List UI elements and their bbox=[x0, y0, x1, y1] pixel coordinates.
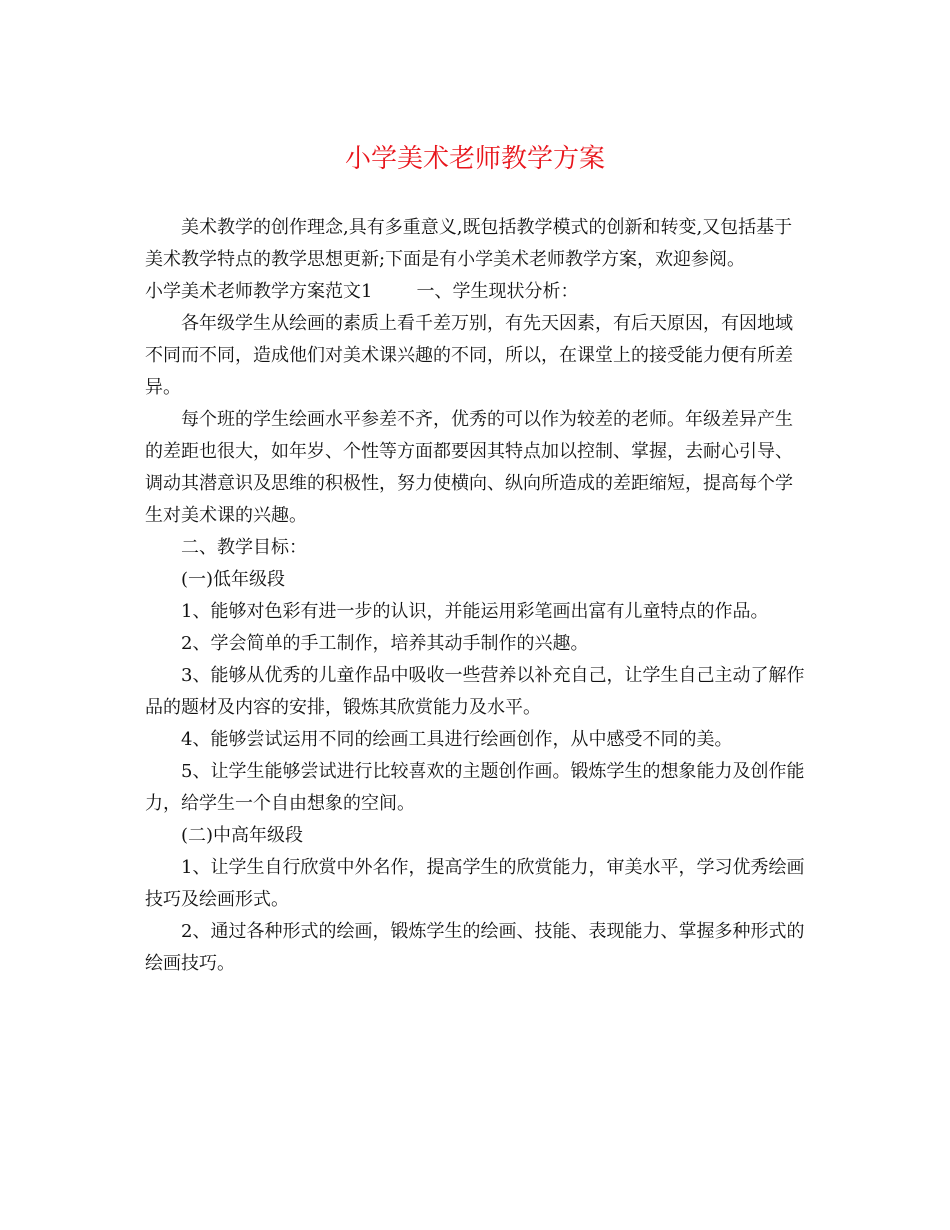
sample-heading: 小学美术老师教学方案范文1 bbox=[145, 281, 373, 302]
list-item: 1、能够对色彩有进一步的认识，并能运用彩笔画出富有儿童特点的作品。 bbox=[181, 601, 769, 622]
sample-line bbox=[145, 276, 805, 308]
list-item: 4、能够尝试运用不同的绘画工具进行绘画创作，从中感受不同的美。 bbox=[181, 729, 733, 750]
section1-heading: 一、学生现状分析： bbox=[416, 281, 579, 302]
list-item: 1、让学生自行欣赏中外名作，提高学生的欣赏能力，审美水平，学习优秀绘画技巧及绘画形式。 bbox=[145, 857, 805, 910]
low-grade-heading: (一)低年级段 bbox=[181, 569, 286, 590]
section2-heading: 二、教学目标： bbox=[181, 537, 307, 558]
list-item: 2、学会简单的手工制作，培养其动手制作的兴趣。 bbox=[181, 633, 589, 654]
paragraph-1: 各年级学生从绘画的素质上看千差万别，有先天因素，有后天原因，有因地域不同而不同，造成他们对美术课兴趣的不同，所以，在课堂上的接受能力便有所差异。 bbox=[145, 313, 793, 398]
list-item: 3、能够从优秀的儿童作品中吸收一些营养以补充自己，让学生自己主动了解作品的题材及内容的安排，锻炼其欣赏能力及水平。 bbox=[145, 665, 805, 718]
paragraph-2: 每个班的学生绘画水平参差不齐，优秀的可以作为较差的老师。年级差异产生的差距也很大，如年岁、个性等方面都要因其特点加以控制、掌握，去耐心引导、调动其潜意识及思维的积极性，努力使横向、纵向所造成的差距缩短，提高每个学生对美术课的兴趣。 bbox=[145, 409, 793, 526]
intro-paragraph: 美术教学的创作理念,具有多重意义,既包括教学模式的创新和转变,又包括基于美术教学特点的教学思想更新;下面是有小学美术老师教学方案，欢迎参阅。 bbox=[145, 217, 793, 270]
mid-high-grade-heading: (二)中高年级段 bbox=[181, 825, 304, 846]
document-title: 小学美术老师教学方案 bbox=[344, 144, 605, 174]
list-item: 2、通过各种形式的绘画，锻炼学生的绘画、技能、表现能力、掌握多种形式的绘画技巧。 bbox=[145, 921, 805, 974]
document-body bbox=[145, 212, 805, 980]
list-item: 5、让学生能够尝试进行比较喜欢的主题创作画。锻炼学生的想象能力及创作能力，给学生一个自由想象的空间。 bbox=[145, 761, 805, 814]
